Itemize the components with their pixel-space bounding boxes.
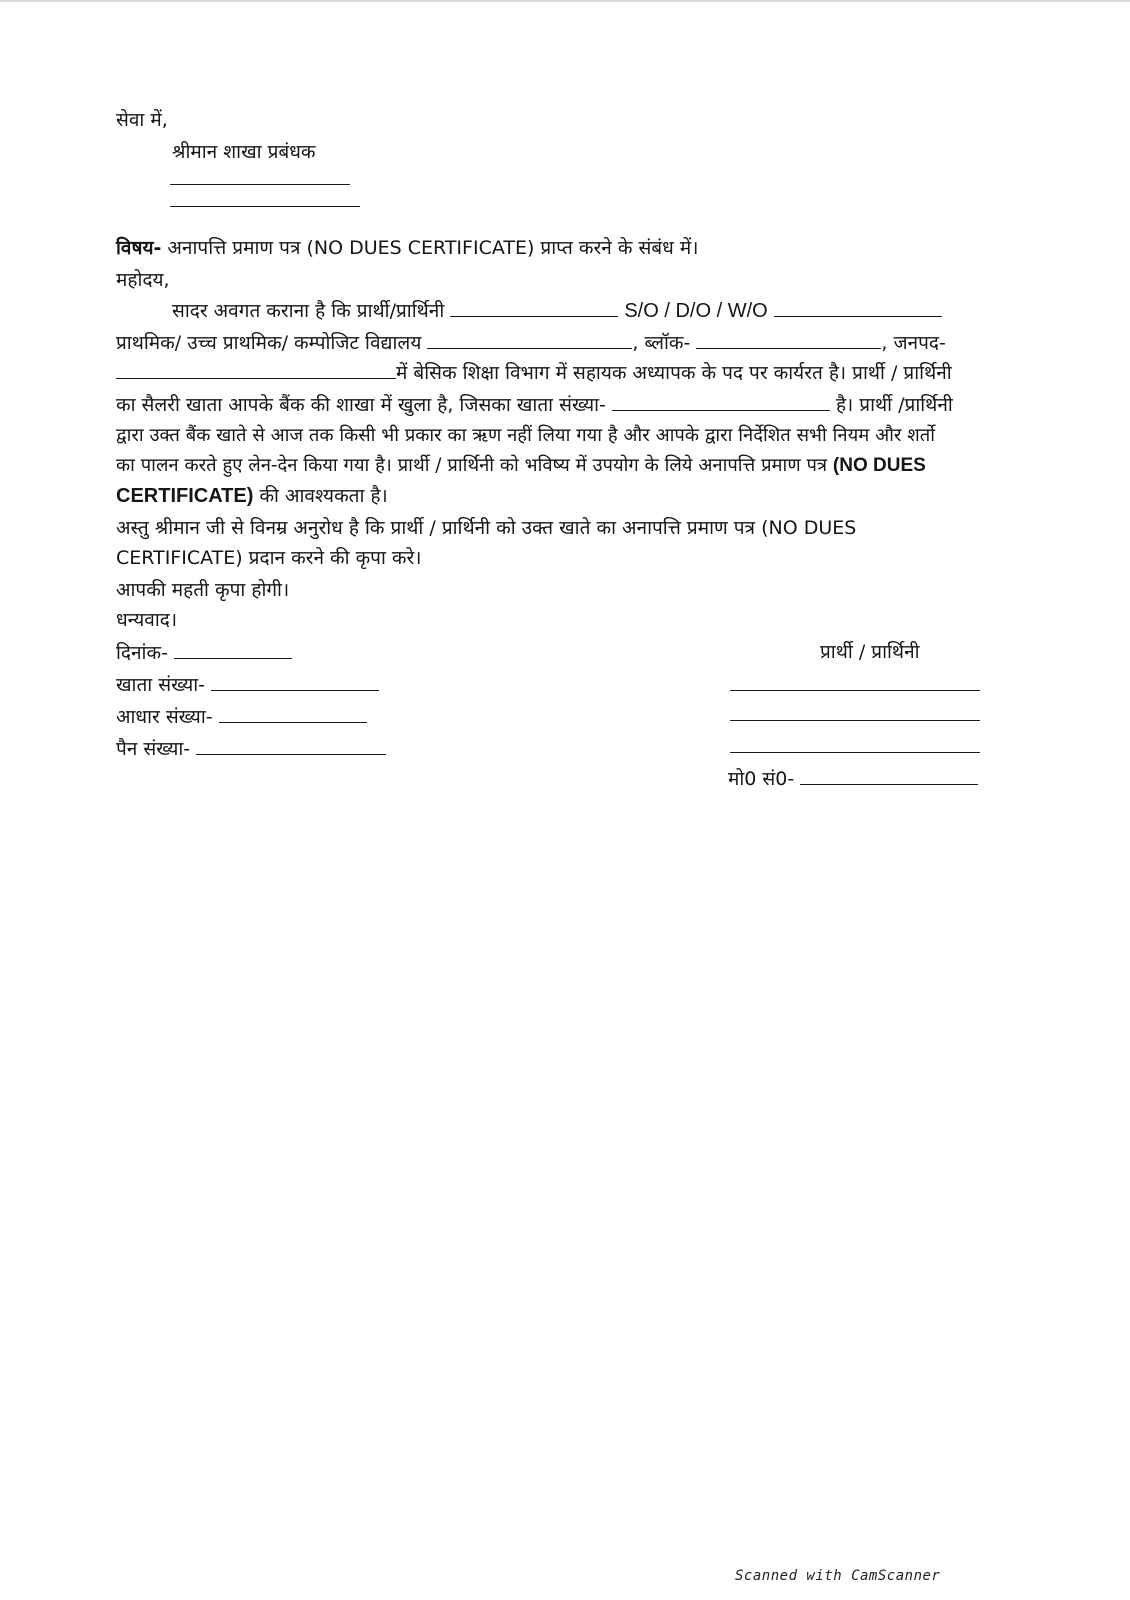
body-line-7 (116, 482, 388, 510)
aadhaar-blank[interactable] (219, 702, 367, 723)
request-line-1: अस्तु श्रीमान जी से विनम्र अनुरोध है कि प्रार्थी / प्रार्थिनी को उक्त खाते का अनापत्ति प्रमाण पत्र (NO DUES (116, 517, 857, 539)
subject-label: विषय- (116, 237, 162, 259)
account-blank[interactable] (211, 670, 379, 691)
subject-line (116, 234, 698, 262)
body-line-7-text: की आवश्यकता है। (253, 485, 388, 507)
mobile-blank[interactable] (800, 764, 978, 785)
aadhaar-label: आधार संख्या- (116, 706, 213, 728)
school-name-blank[interactable] (427, 328, 632, 349)
body-line-6 (116, 452, 926, 480)
request-line-2: CERTIFICATE) प्रदान करने की कृपा करे। (116, 547, 422, 569)
pan-label: पैन संख्या- (116, 738, 191, 760)
account-number-blank[interactable] (612, 390, 830, 411)
body-line-4 (116, 390, 953, 419)
body-line-6-bold: (NO DUES (832, 455, 926, 476)
body-line-1-text: सादर अवगत कराना है कि प्रार्थी/प्रार्थिनी (172, 300, 445, 322)
relation-label: S/O / D/O / W/O (624, 300, 768, 322)
district-label: , जनपद- (881, 332, 946, 354)
body-line-3 (116, 358, 952, 387)
date-row (116, 638, 292, 667)
body-line-4-text: का सैलरी खाता आपके बैंक की शाखा में खुला है, जिसका खाता संख्या- (116, 394, 606, 416)
body-line-4-tail: है। प्रार्थी /प्रार्थिनी (835, 394, 953, 416)
pan-row (116, 734, 386, 763)
applicant-name-blank[interactable] (450, 296, 618, 317)
branch-address-blank[interactable] (170, 206, 360, 207)
block-label: , ब्लॉक- (632, 332, 691, 354)
account-label: खाता संख्या- (116, 674, 206, 696)
body-line-5: द्वारा उक्त बैंक खाते से आज तक किसी भी प्रकार का ऋण नहीं लिया गया है और आपके द्वारा निर्देशित सभी नियम और शर्तो (116, 425, 936, 446)
account-row (116, 670, 379, 699)
closing-line-2: धन्यवाद। (116, 609, 178, 631)
scanner-watermark: Scanned with CamScanner (735, 1568, 941, 1584)
aadhaar-row (116, 702, 367, 731)
body-line-1 (172, 296, 942, 325)
mobile-label: मो0 सं0- (728, 768, 795, 790)
addressee: श्रीमान शाखा प्रबंधक (172, 141, 316, 163)
closing-line-1: आपकी महती कृपा होगी। (116, 579, 290, 601)
body-line-6-text: का पालन करते हुए लेन-देन किया गया है। प्रार्थी / प्रार्थिनी को भविष्य में उपयोग के लिये अनापत्ति प्रमाण पत्र (116, 455, 833, 476)
district-blank[interactable] (116, 358, 396, 379)
body-line-7-bold: CERTIFICATE) (116, 485, 254, 507)
school-type-text: प्राथमिक/ उच्च प्राथमिक/ कम्पोजिट विद्यालय (116, 332, 422, 354)
pan-blank[interactable] (196, 734, 386, 755)
body-line-3-text: में बेसिक शिक्षा विभाग में सहायक अध्यापक के पद पर कार्यरत है। प्रार्थी / प्रार्थिनी (396, 362, 952, 384)
signature-blank[interactable] (730, 690, 980, 691)
page-top-border (0, 0, 1130, 2)
date-blank[interactable] (174, 638, 292, 659)
relative-name-blank[interactable] (774, 296, 942, 317)
mobile-row (728, 764, 978, 793)
branch-name-blank[interactable] (170, 184, 350, 185)
applicant-name-sign-blank[interactable] (730, 720, 980, 721)
greeting: महोदय, (116, 269, 170, 291)
body-line-2 (116, 328, 946, 357)
block-blank[interactable] (696, 328, 881, 349)
subject-text: अनापत्ति प्रमाण पत्र (NO DUES CERTIFICATE) प्राप्त करने के संबंध में। (161, 237, 699, 259)
designation-blank[interactable] (730, 752, 980, 753)
salutation-to: सेवा में, (116, 109, 168, 131)
applicant-label: प्रार्थी / प्रार्थिनी (820, 641, 920, 663)
date-label: दिनांक- (116, 642, 168, 664)
